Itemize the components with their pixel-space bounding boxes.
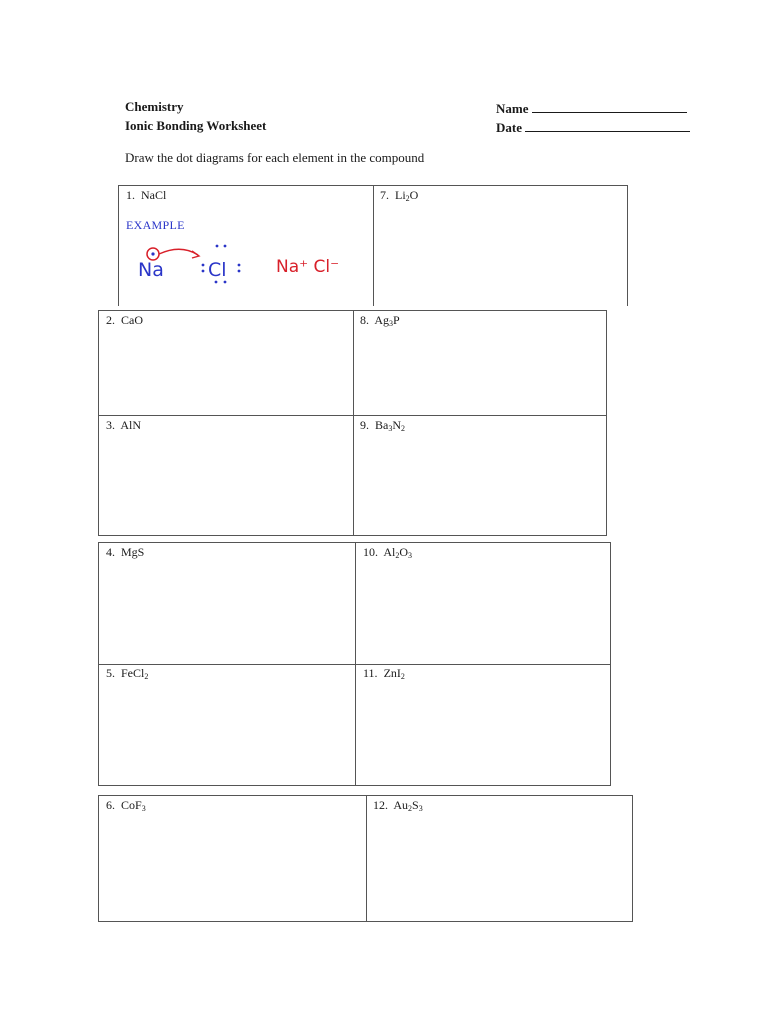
problem-number: 6. [106, 798, 121, 812]
handwritten-na: Na [138, 259, 164, 281]
valence-dot [215, 281, 218, 284]
formula-element: O [409, 188, 419, 202]
grid-divider [366, 796, 367, 921]
problem-label [360, 313, 400, 327]
problem-label [106, 798, 146, 812]
problem-label [126, 188, 166, 202]
formula-element: NaCl [141, 188, 167, 202]
problem-label [106, 545, 144, 559]
name-blank-line[interactable] [532, 99, 687, 113]
valence-dot [202, 270, 205, 273]
electron-dot [151, 252, 154, 255]
arrow-head [192, 251, 199, 258]
transfer-arrow [159, 249, 198, 255]
formula-element: Au [393, 798, 409, 812]
problem-number: 7. [380, 188, 395, 202]
problem-number: 5. [106, 666, 121, 680]
problem-grid-2 [98, 310, 607, 536]
problem-label [360, 418, 405, 432]
course-title: Chemistry [125, 99, 184, 114]
valence-dot [238, 270, 241, 273]
formula-element: FeCl [121, 666, 145, 680]
name-label: Name [496, 101, 529, 116]
problem-number: 9. [360, 418, 375, 432]
date-label: Date [496, 120, 522, 135]
formula-element: N [392, 418, 402, 432]
valence-dot [224, 281, 227, 284]
problem-label [380, 188, 418, 202]
problem-number: 8. [360, 313, 375, 327]
formula-subscript: 2 [395, 551, 400, 560]
formula-element: Al [383, 545, 396, 559]
problem-label [106, 313, 143, 327]
formula-subscript: 2 [144, 672, 149, 681]
problem-number: 3. [106, 418, 121, 432]
valence-dot [238, 264, 241, 267]
problem-label [106, 418, 141, 432]
example-label: EXAMPLE [126, 218, 185, 232]
formula-element: O [399, 545, 409, 559]
problem-label [106, 666, 148, 680]
problem-grid-4 [98, 795, 633, 922]
problem-number: 1. [126, 188, 141, 202]
formula-subscript: 3 [141, 804, 146, 813]
problem-label [363, 666, 405, 680]
formula-element: Li [395, 188, 406, 202]
problem-grid-3 [98, 542, 611, 786]
problem-number: 11. [363, 666, 384, 680]
formula-element: ZnI [383, 666, 401, 680]
formula-subscript: 2 [405, 194, 410, 203]
instructions: Draw the dot diagrams for each element in the compound [125, 150, 425, 165]
date-field[interactable] [496, 118, 690, 136]
grid-divider [99, 415, 606, 416]
handwritten-cl: Cl [208, 259, 227, 281]
formula-subscript: 3 [389, 319, 394, 328]
formula-element: AlN [120, 418, 142, 432]
grid-divider [373, 186, 374, 306]
formula-element: MgS [121, 545, 145, 559]
formula-subscript: 2 [408, 804, 413, 813]
formula-subscript: 3 [388, 424, 393, 433]
formula-element: CaO [121, 313, 143, 327]
name-field[interactable] [496, 99, 687, 117]
formula-element: S [412, 798, 419, 812]
grid-divider [99, 664, 610, 665]
formula-element: Ba [375, 418, 389, 432]
formula-element: P [393, 313, 400, 327]
formula-subscript: 3 [418, 804, 423, 813]
grid-divider [353, 311, 354, 535]
valence-dot [224, 245, 227, 248]
formula-subscript: 2 [400, 672, 405, 681]
problem-label [363, 545, 412, 559]
formula-element: CoF [121, 798, 142, 812]
problem-label [373, 798, 423, 812]
formula-subscript: 3 [408, 551, 413, 560]
example-dot-diagram [126, 238, 356, 288]
formula-subscript: 2 [401, 424, 406, 433]
problem-number: 2. [106, 313, 121, 327]
date-blank-line[interactable] [525, 118, 690, 132]
problem-number: 12. [373, 798, 394, 812]
formula-element: Ag [374, 313, 390, 327]
worksheet-title: Ionic Bonding Worksheet [125, 118, 267, 133]
handwritten-ionic-result: Na⁺ Cl⁻ [276, 257, 340, 277]
problem-number: 10. [363, 545, 384, 559]
valence-dot [216, 245, 219, 248]
problem-number: 4. [106, 545, 121, 559]
valence-dot [202, 264, 205, 267]
